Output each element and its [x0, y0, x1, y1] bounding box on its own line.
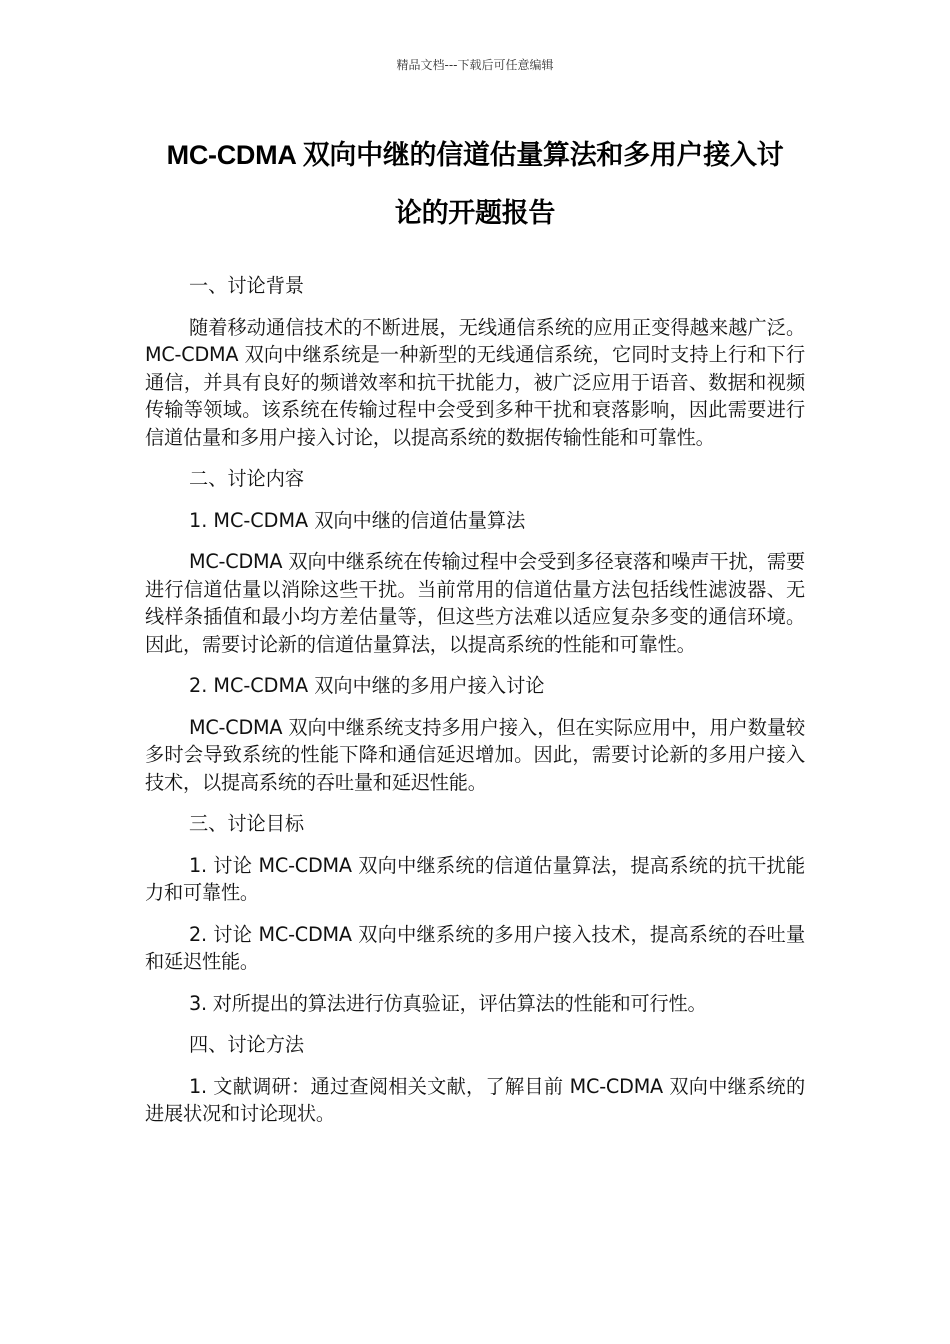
section-heading-content: 二、讨论内容 [189, 467, 305, 490]
channel-estimation-paragraph: MC-CDMA 双向中继系统在传输过程中会受到多径衰落和噪声干扰，需要进行信道估量以消除这些干扰。当前常用的信道估量方法包括线性滤波器、无线样条插值和最小均方差估量等，但这些方法难以适应复杂多变的通信环境。因此，需要讨论新的信道估量算法，以提高系统的性能和可靠性。 [145, 550, 805, 656]
title-line-1: MC-CDMA 双向中继的信道估量算法和多用户接入讨 [166, 140, 784, 170]
method-item-1: 1. 文献调研：通过查阅相关文献，了解目前 MC-CDMA 双向中继系统的进展状况和讨论现状。 [145, 1074, 805, 1125]
document-title [130, 126, 820, 242]
title-line-2: 论的开题报告 [394, 198, 556, 228]
section-heading-background: 一、讨论背景 [189, 274, 305, 297]
document-body [145, 272, 805, 1142]
section-heading-methods: 四、讨论方法 [189, 1033, 305, 1056]
goal-item-1: 1. 讨论 MC-CDMA 双向中继系统的信道估量算法，提高系统的抗干扰能力和可靠性。 [145, 853, 805, 904]
background-paragraph: 随着移动通信技术的不断进展，无线通信系统的应用正变得越来越广泛。MC-CDMA 双向中继系统是一种新型的无线通信系统，它同时支持上行和下行通信，并具有良好的频谱效率和抗干扰能力，被广泛应用于语音、数据和视频传输等领域。该系统在传输过程中会受到多种干扰和衰落影响，因此需要进行信道估量和多用户接入讨论，以提高系统的数据传输性能和可靠性。 [145, 315, 805, 449]
subheading-channel-estimation: 1. MC-CDMA 双向中继的信道估量算法 [189, 508, 526, 532]
section-heading-goals: 三、讨论目标 [189, 812, 305, 835]
goal-item-3: 3. 对所提出的算法进行仿真验证，评估算法的性能和可行性。 [189, 991, 707, 1015]
subheading-multiuser-access: 2. MC-CDMA 双向中继的多用户接入讨论 [189, 674, 545, 697]
multiuser-access-paragraph: MC-CDMA 双向中继系统支持多用户接入，但在实际应用中，用户数量较多时会导致系统的性能下降和通信延迟增加。因此，需要讨论新的多用户接入技术，以提高系统的吞吐量和延迟性能。 [145, 715, 805, 794]
page-header: 精品文档---下载后可任意编辑 [396, 58, 554, 72]
goal-item-2: 2. 讨论 MC-CDMA 双向中继系统的多用户接入技术，提高系统的吞吐量和延迟性能。 [145, 922, 805, 973]
